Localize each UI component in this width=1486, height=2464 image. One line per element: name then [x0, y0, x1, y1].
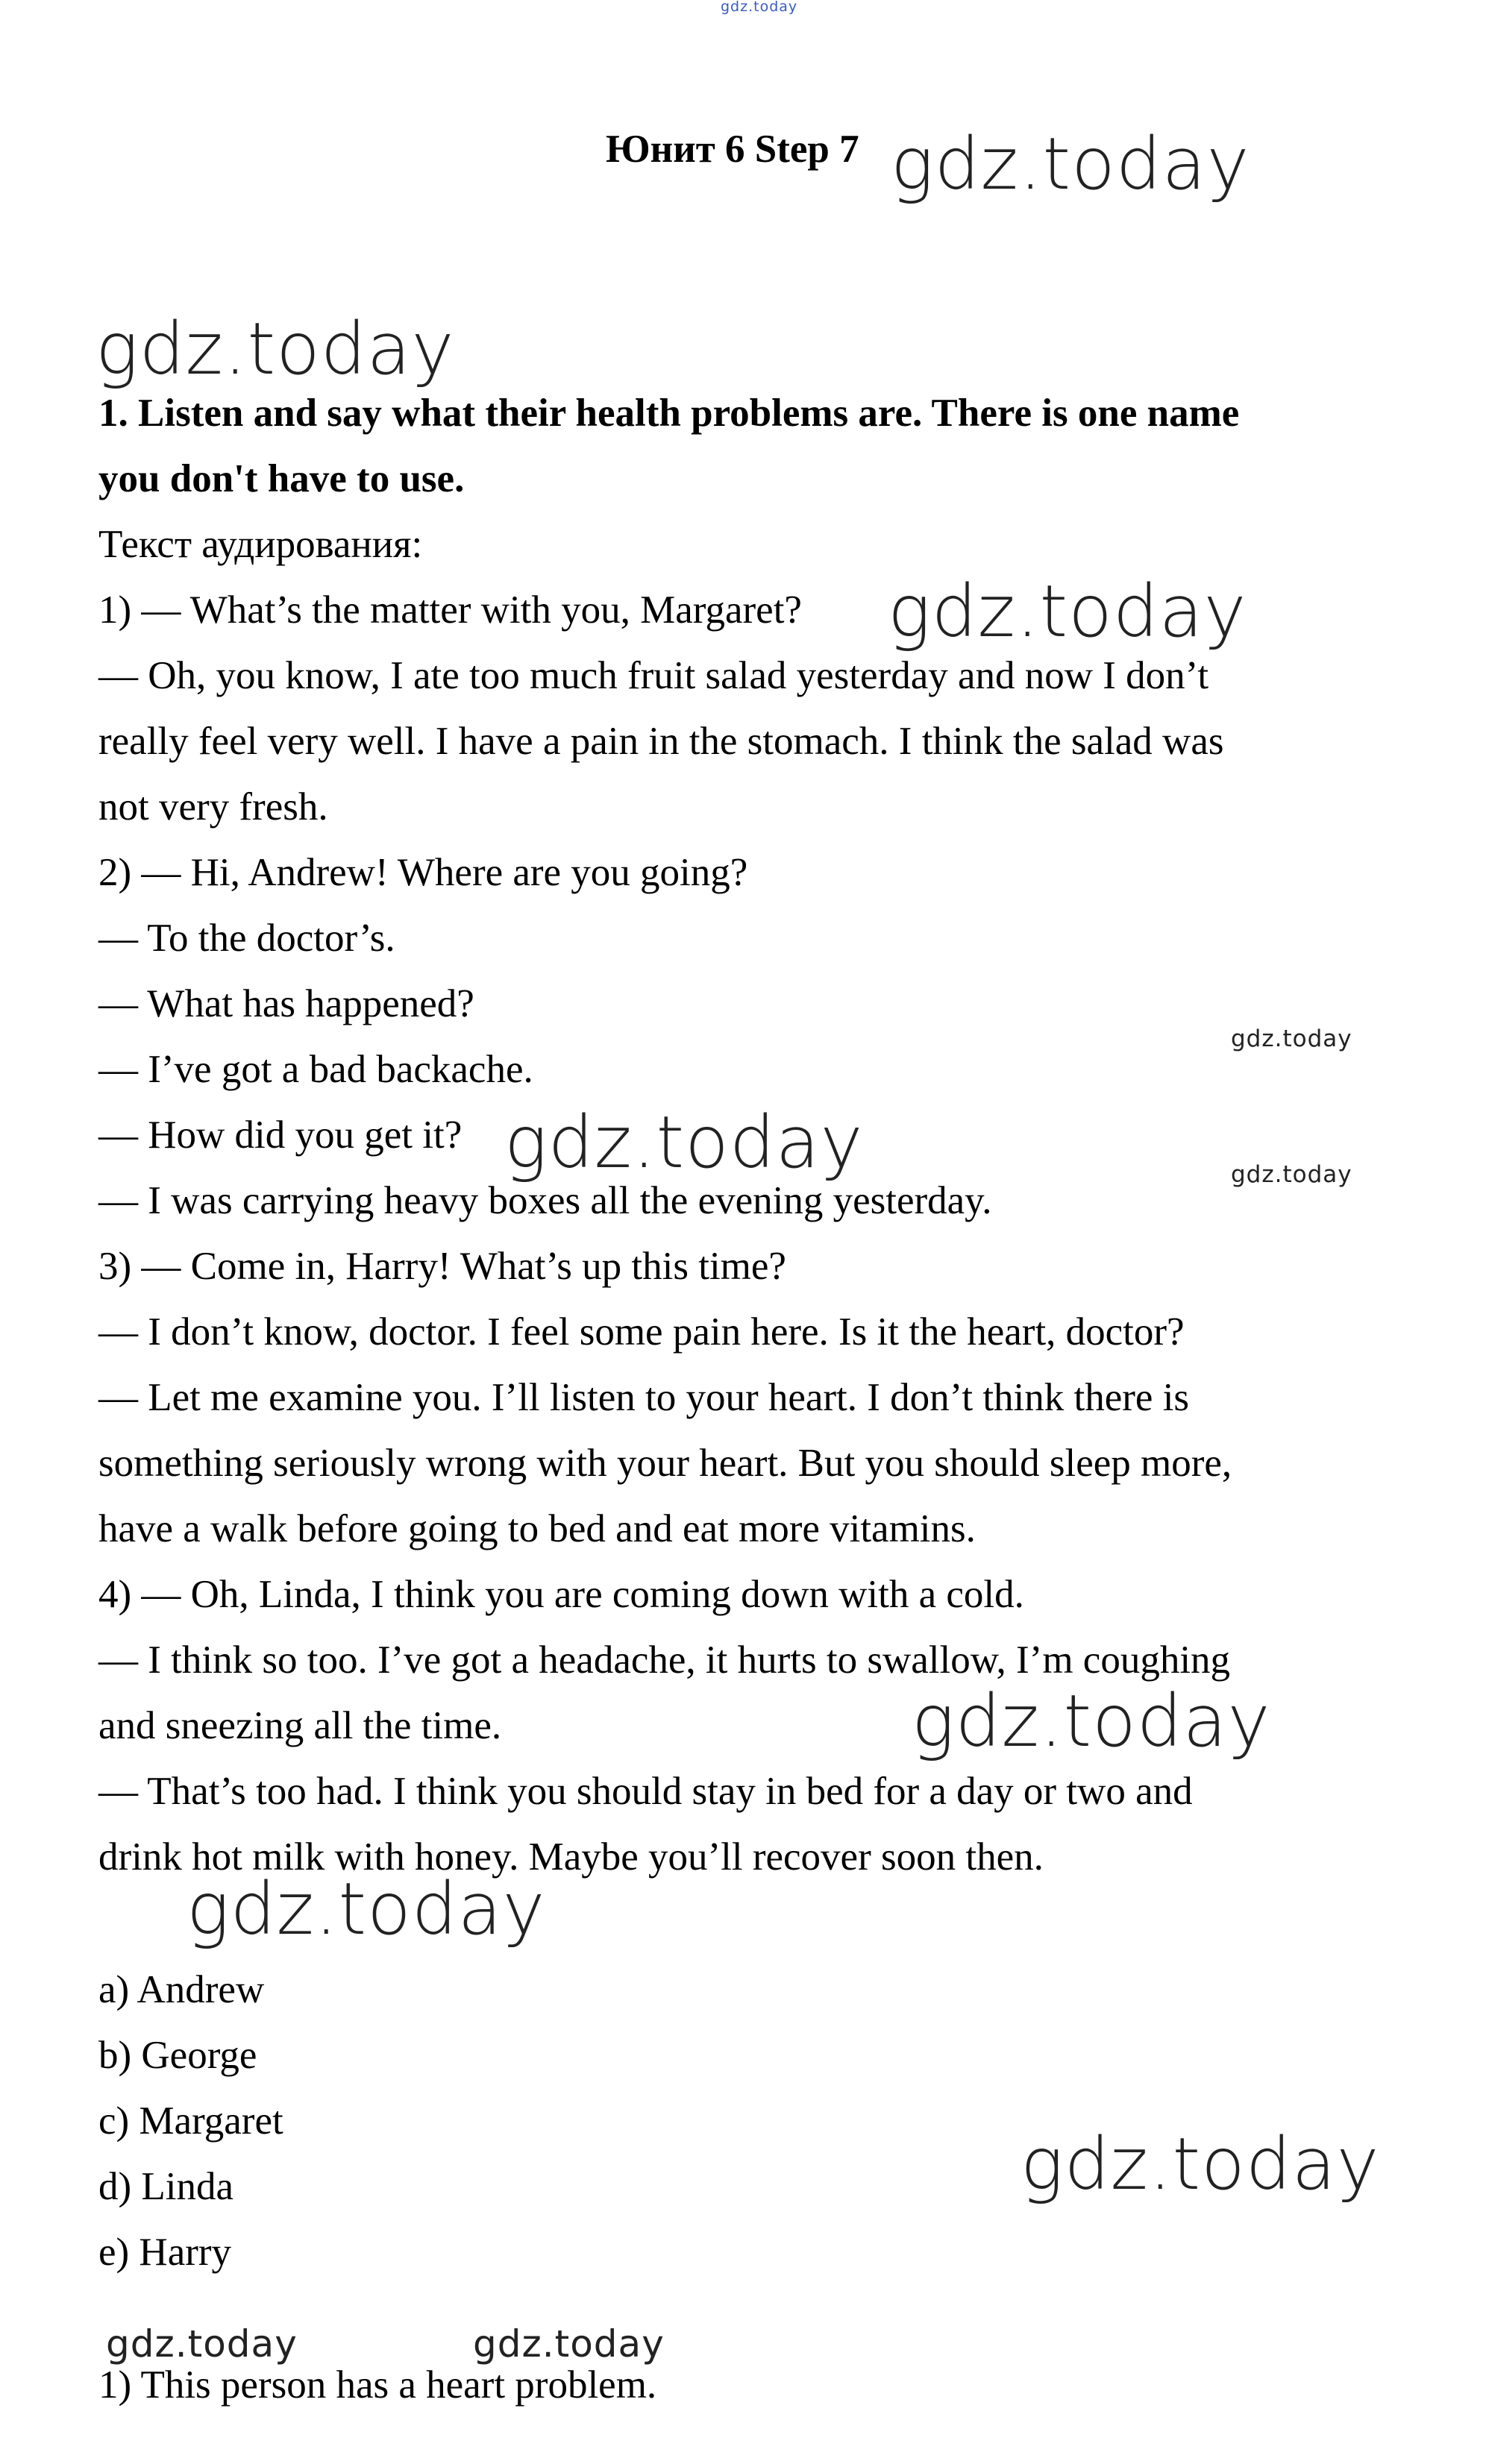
list-item: a) Andrew [98, 1968, 265, 2011]
transcript-line: — To the doctor’s. [98, 917, 395, 960]
watermark: gdz.today [912, 1679, 1271, 1763]
watermark: gdz.today [1021, 2122, 1380, 2206]
page-title: Юнит 6 Step 7 [606, 128, 859, 171]
list-item: e) Harry [98, 2231, 232, 2274]
watermark: gdz.today [721, 0, 798, 15]
watermark: gdz.today [888, 570, 1247, 653]
watermark: gdz.today [1231, 1161, 1352, 1188]
watermark: gdz.today [1231, 1025, 1352, 1052]
watermark: gdz.today [891, 122, 1250, 206]
transcript-line: not very fresh. [98, 785, 328, 829]
transcript-line: — I don’t know, doctor. I feel some pain here. Is it the heart, doctor? [98, 1310, 1185, 1354]
transcript-line: — Let me examine you. I’ll listen to your heart. I don’t think there is [98, 1376, 1190, 1419]
transcript-line: 1) — What’s the matter with you, Margaret? [98, 588, 802, 632]
exercise-heading-line1: 1. Listen and say what their health problems are. There is one name [98, 392, 1240, 435]
transcript-line: really feel very well. I have a pain in the stomach. I think the salad was [98, 720, 1224, 763]
transcript-line: — I’ve got a bad backache. [98, 1048, 533, 1091]
transcript-line: — I think so too. I’ve got a headache, it hurts to swallow, I’m coughing [98, 1638, 1231, 1682]
transcript-line: 3) — Come in, Harry! What’s up this time? [98, 1245, 786, 1288]
list-item: d) Linda [98, 2165, 234, 2208]
watermark: gdz.today [473, 2322, 665, 2366]
list-item: b) George [98, 2034, 257, 2077]
watermark: gdz.today [106, 2322, 298, 2366]
transcript-line: — I was carrying heavy boxes all the evening yesterday. [98, 1179, 992, 1222]
exercise-heading-line2: you don't have to use. [98, 457, 465, 500]
transcript-line: — What has happened? [98, 982, 474, 1025]
watermark: gdz.today [504, 1101, 864, 1184]
transcript-line: 4) — Oh, Linda, I think you are coming down with a cold. [98, 1573, 1024, 1616]
transcript-line: have a walk before going to bed and eat more vitamins. [98, 1507, 976, 1550]
watermark: gdz.today [95, 307, 455, 391]
list-item: c) Margaret [98, 2099, 283, 2143]
transcript-line: drink hot milk with honey. Maybe you’ll recover soon then. [98, 1835, 1044, 1879]
transcript-line: and sneezing all the time. [98, 1704, 502, 1747]
watermark: gdz.today [186, 1867, 546, 1951]
transcript-line: 2) — Hi, Andrew! Where are you going? [98, 851, 748, 894]
transcript-line: something seriously wrong with your heart. But you should sleep more, [98, 1442, 1232, 1485]
transcript-line: — How did you get it? [98, 1113, 463, 1157]
transcript-line: — That’s too had. I think you should stay in bed for a day or two and [98, 1770, 1193, 1813]
transcript-label: Текст аудирования: [98, 523, 423, 566]
transcript-line: — Oh, you know, I ate too much fruit salad yesterday and now I don’t [98, 654, 1209, 697]
statement: 1) This person has a heart problem. [98, 2363, 657, 2407]
